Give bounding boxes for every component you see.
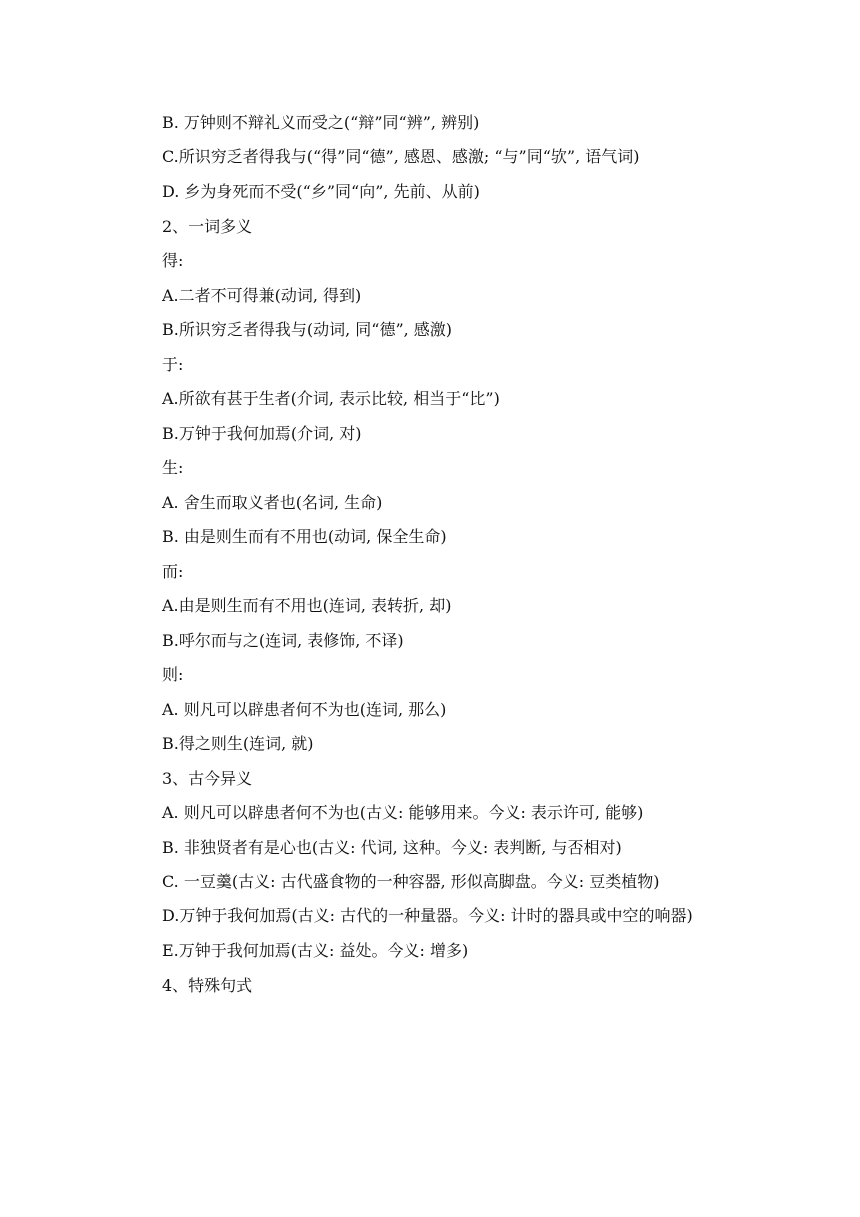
paragraph: A. 则凡可以辟患者何不为也(古义: 能够用来。今义: 表示许可, 能够) <box>162 803 644 822</box>
paragraph: B.万钟于我何加焉(介词, 对) <box>162 423 362 443</box>
term-label: 则: <box>162 665 184 684</box>
paragraph: C.所识穷乏者得我与(“得”同“德”, 感恩、感激; “与”同“欤”, 语气词) <box>162 146 640 166</box>
section-heading: 4、特殊句式 <box>162 975 253 995</box>
paragraph: A.二者不可得兼(动词, 得到) <box>162 285 362 305</box>
paragraph: B. 由是则生而有不用也(动词, 保全生命) <box>162 527 447 546</box>
paragraph: D. 乡为身死而不受(“乡”同“向”, 先前、从前) <box>162 182 480 201</box>
paragraph: B. 万钟则不辩礼义而受之(“辩”同“辨”, 辨别) <box>162 113 480 132</box>
section-heading: 2、一词多义 <box>162 216 253 236</box>
paragraph: A. 则凡可以辟患者何不为也(连词, 那么) <box>162 699 447 719</box>
paragraph: A.由是则生而有不用也(连词, 表转折, 却) <box>162 596 452 615</box>
term-label: 生: <box>162 458 184 477</box>
paragraph: B.呼尔而与之(连词, 表修饰, 不译) <box>162 630 404 650</box>
paragraph: D.万钟于我何加焉(古义: 古代的一种量器。今义: 计时的器具或中空的响器) <box>162 905 693 925</box>
document-body <box>128 106 738 1003</box>
paragraph: A. 舍生而取义者也(名词, 生命) <box>162 492 383 512</box>
paragraph: A.所欲有甚于生者(介词, 表示比较, 相当于“比”) <box>162 389 500 408</box>
term-label: 于: <box>162 354 184 374</box>
term-label: 得: <box>162 251 184 270</box>
paragraph: E.万钟于我何加焉(古义: 益处。今义: 增多) <box>162 941 469 960</box>
section-heading: 3、古今异义 <box>162 768 253 788</box>
paragraph: B.得之则生(连词, 就) <box>162 734 314 753</box>
paragraph: B.所识穷乏者得我与(动词, 同“德”, 感激) <box>162 320 453 339</box>
paragraph: B. 非独贤者有是心也(古义: 代词, 这种。今义: 表判断, 与否相对) <box>162 837 622 857</box>
paragraph: C. 一豆羹(古义: 古代盛食物的一种容器, 形似高脚盘。今义: 豆类植物) <box>162 872 660 891</box>
term-label: 而: <box>162 561 184 581</box>
